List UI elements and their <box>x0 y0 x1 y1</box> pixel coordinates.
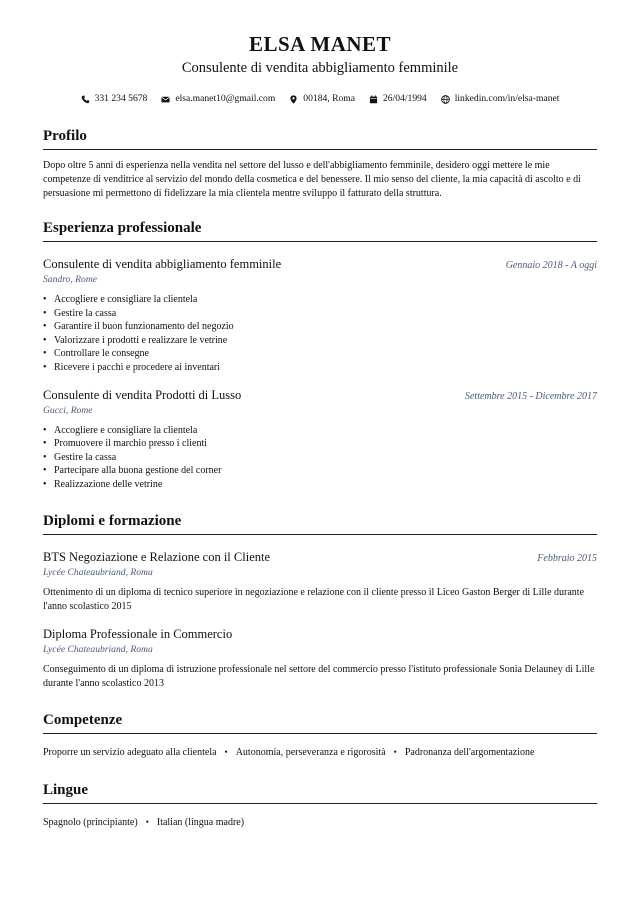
email-address[interactable]: elsa.manet10@gmail.com <box>175 93 276 104</box>
contact-bar <box>43 93 597 105</box>
task-item: • Accogliere e consigliare la clientela <box>43 424 597 438</box>
task-item: • Ricevere i pacchi e procedere ai inventari <box>43 361 597 375</box>
skills-heading: Competenze <box>43 711 597 734</box>
candidate-role: Consulente di vendita abbigliamento femminile <box>181 60 459 76</box>
skill-item: Proporre un servizio adeguato alla clientela <box>43 746 217 758</box>
experience-heading: Esperienza professionale <box>43 219 597 242</box>
experience-section <box>43 219 597 492</box>
degree-date: Febbraio 2015 <box>537 552 597 564</box>
task-item: • Garantire il buon funzionamento del negozio <box>43 320 597 334</box>
task-item: • Controllare le consegne <box>43 347 597 361</box>
candidate-name: ELSA MANET <box>248 32 392 56</box>
task-item: • Gestire la cassa <box>43 307 597 321</box>
birthdate-text: 26/04/1994 <box>383 93 427 104</box>
linkedin-icon <box>441 95 450 104</box>
job-title: Consulente di vendita Prodotti di Lusso <box>43 387 242 402</box>
languages-heading: Lingue <box>43 781 597 804</box>
profile-section <box>43 127 597 201</box>
bullet-separator: • <box>224 746 228 757</box>
degree-title: Diploma Professionale in Commercio <box>43 626 233 641</box>
degree-school: Lycée Chateaubriand, Roma <box>43 643 153 655</box>
task-item: • Realizzazione delle vetrine <box>43 478 597 492</box>
calendar-icon <box>369 95 378 104</box>
language-item: Italian (lingua madre) <box>156 816 245 828</box>
education-section <box>43 512 597 691</box>
job-tasks <box>43 293 597 375</box>
degree-description: Ottenimento di un diploma di tecnico superiore in negoziazione e relazione con il cliente presso il Liceo Gaston Berger di Lille durante l'anno scolastico 2015 <box>43 586 585 612</box>
degree-title: BTS Negoziazione e Relazione con il Cliente <box>43 549 271 564</box>
mail-icon <box>161 95 170 104</box>
task-item: • Promuovere il marchio presso i clienti <box>43 437 597 451</box>
task-item: • Valorizzare i prodotti e realizzare le vetrine <box>43 334 597 348</box>
skill-item: Autonomia, perseveranza e rigorosità <box>235 746 386 758</box>
job-title: Consulente di vendita abbigliamento femminile <box>43 257 282 271</box>
linkedin-url[interactable]: linkedin.com/in/elsa-manet <box>454 93 560 104</box>
languages-list <box>43 816 597 829</box>
contact-linkedin[interactable] <box>441 93 560 105</box>
language-item: Spagnolo (principiante) <box>43 816 138 828</box>
job-date: Settembre 2015 - Dicembre 2017 <box>464 390 597 402</box>
contact-email[interactable] <box>161 93 275 105</box>
task-item: • Gestire la cassa <box>43 451 597 465</box>
skills-section <box>43 711 597 759</box>
contact-phone <box>81 93 148 105</box>
location-text: 00184, Roma <box>303 93 355 104</box>
degree-description: Conseguimento di un diploma di istruzione professionale nel settore del commercio presso l'istituto professionale Sonia Delauney di Lille durante l'anno scolastico 2013 <box>43 663 595 689</box>
education-entry <box>43 549 597 614</box>
experience-entry <box>43 256 597 375</box>
education-entry <box>43 626 597 691</box>
skills-list <box>43 746 597 759</box>
job-company: Gucci, Rome <box>43 404 93 416</box>
contact-location <box>289 93 355 105</box>
education-heading: Diplomi e formazione <box>43 512 597 535</box>
phone-icon <box>81 95 90 104</box>
task-item: • Accogliere e consigliare la clientela <box>43 293 597 307</box>
bullet-separator: • <box>145 816 149 827</box>
languages-section <box>43 781 597 829</box>
degree-school: Lycée Chateaubriand, Roma <box>43 566 153 578</box>
profile-heading: Profilo <box>43 127 597 150</box>
profile-text: Dopo oltre 5 anni di esperienza nella vendita nel settore del lusso e dell'abbigliamento femminile, desidero oggi mettere le mie competenze di venditrice al servizio del mondo della cosmetica e del benessere. Il mio senso del cliente, la mia capacità di ascolto e di persuasione mi permettono di fidelizzare la mia clientela mentre sviluppo il fatturato della struttura. <box>43 160 581 199</box>
bullet-separator: • <box>393 746 397 757</box>
location-pin-icon <box>289 95 298 104</box>
task-item: • Partecipare alla buona gestione del corner <box>43 464 597 478</box>
phone-number: 331 234 5678 <box>94 93 148 104</box>
job-tasks <box>43 424 597 492</box>
job-date: Gennaio 2018 - A oggi <box>505 260 597 271</box>
skill-item: Padronanza dell'argomentazione <box>404 746 535 758</box>
contact-birthdate <box>369 93 427 105</box>
experience-entry <box>43 387 597 492</box>
job-company: Sandro, Rome <box>43 274 98 285</box>
